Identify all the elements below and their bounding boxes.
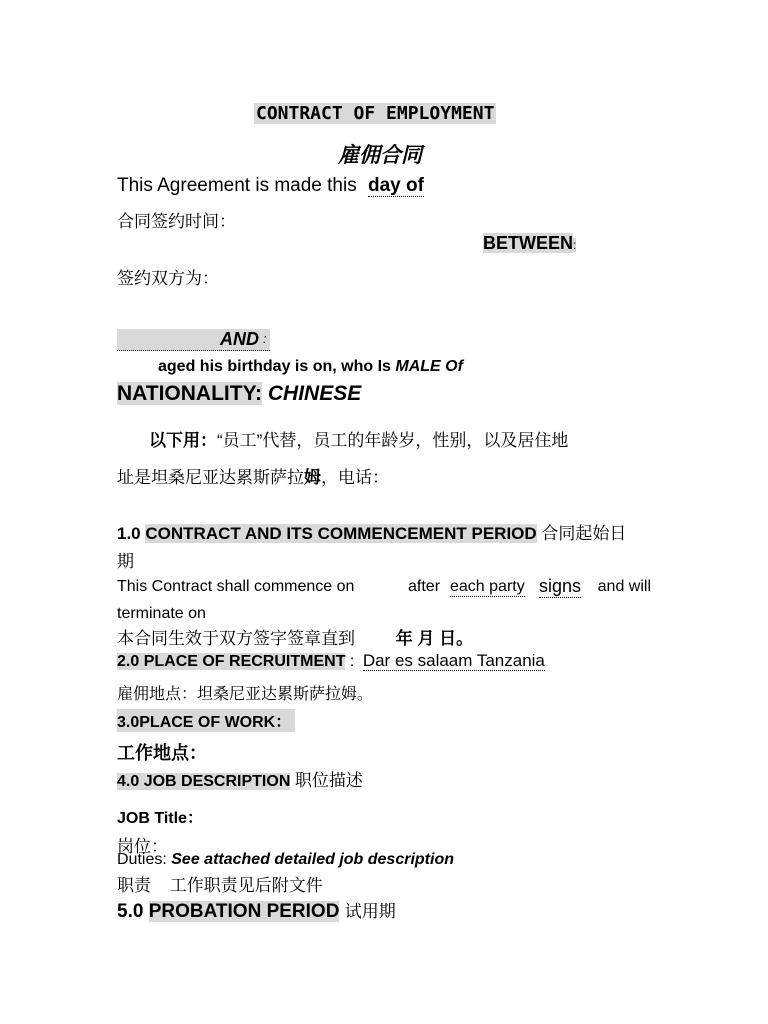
section-2-colon: : (349, 653, 355, 670)
post-zh: 岗位： (117, 837, 168, 856)
commence-text: This Contract shall commence on (117, 578, 355, 595)
aged-line (158, 358, 463, 376)
address-prefix-zh: 址是坦桑尼亚达累斯萨拉 (117, 468, 304, 487)
agreement-day-of: day of (368, 175, 424, 196)
section-1-title-zh: 合同起始日 (541, 524, 627, 543)
section-1-title-zh-2: 期 (117, 552, 134, 571)
and-line (117, 329, 270, 351)
agreement-lead: This Agreement is made this (117, 175, 357, 196)
employee-para-line2 (117, 463, 389, 488)
between-colon: : (573, 238, 577, 252)
aged-male-of: MALE Of (395, 358, 463, 375)
nationality-line (117, 382, 361, 406)
duties-value: See attached detailed job description (171, 851, 454, 868)
employee-rest-zh: ，员工的年龄岁，性别，以及居住地 (296, 431, 569, 450)
nationality-value: CHINESE (267, 382, 362, 405)
section-1-title: CONTRACT AND ITS COMMENCEMENT PERIOD (145, 524, 537, 543)
section-5-number: 5.0 (117, 901, 144, 922)
aged-text: aged his birthday is on, who Is (158, 358, 391, 375)
and-label: AND (220, 329, 259, 349)
section-1-heading (117, 519, 626, 544)
section-5-title: PROBATION PERIOD (148, 901, 340, 922)
section-3-zh: 工作地点： (117, 743, 207, 763)
duties-zh-label: 职责 (117, 876, 151, 895)
each-party-text: each party (450, 578, 525, 595)
nationality-label: NATIONALITY: (117, 382, 263, 405)
employee-quote-zh: “员工”代替 (217, 431, 297, 450)
section-1-body-zh (117, 624, 473, 649)
section-4-title-zh: 职位描述 (294, 771, 363, 790)
after-text: after (408, 578, 441, 595)
terminate-text: terminate on (117, 605, 206, 622)
section-2-zh: 雇佣地点：坦桑尼亚达累斯萨拉姆。 (117, 686, 374, 703)
between-line (483, 233, 576, 254)
section-1-body-line1 (117, 578, 651, 600)
duties-line (117, 851, 454, 869)
recruitment-place: Dar es salaam Tanzania (362, 651, 545, 670)
section-5-heading (117, 897, 396, 923)
title-chinese: 雇佣合同 (338, 144, 422, 167)
signing-time-zh: 合同签约时间： (117, 212, 236, 231)
title-english: CONTRACT OF EMPLOYMENT (256, 103, 495, 124)
duties-zh-value: 工作职责见后附文件 (169, 876, 323, 895)
hereinafter-zh: 以下用： (149, 431, 217, 450)
address-rest-zh: ，电话： (321, 468, 389, 487)
duties-label: Duties: (117, 851, 167, 868)
duties-zh-line (117, 871, 323, 896)
effective-zh: 本合同生效于双方签字签章直到 (117, 629, 355, 648)
agreement-line (117, 175, 424, 197)
section-4-heading (117, 766, 363, 791)
section-4-title: 4.0 JOB DESCRIPTION (117, 773, 291, 790)
between-label: BETWEEN (483, 233, 573, 253)
and-will-text: and will (597, 578, 651, 595)
job-title-label: JOB Title： (117, 810, 203, 827)
signs-text: signs (539, 576, 582, 596)
section-2-title: 2.0 PLACE OF RECRUITMENT (117, 653, 346, 670)
address-bold-zh: 姆 (304, 468, 321, 487)
section-2-heading (117, 651, 545, 671)
and-colon: : (263, 331, 267, 346)
parties-zh: 签约双方为： (117, 269, 219, 288)
section-1-number: 1.0 (117, 524, 141, 543)
section-5-title-zh: 试用期 (344, 902, 396, 921)
employee-para-line1 (149, 426, 568, 451)
end-date-zh: 年 月 日。 (395, 629, 474, 648)
section-3-heading: 3.0PLACE OF WORK： (117, 709, 295, 732)
